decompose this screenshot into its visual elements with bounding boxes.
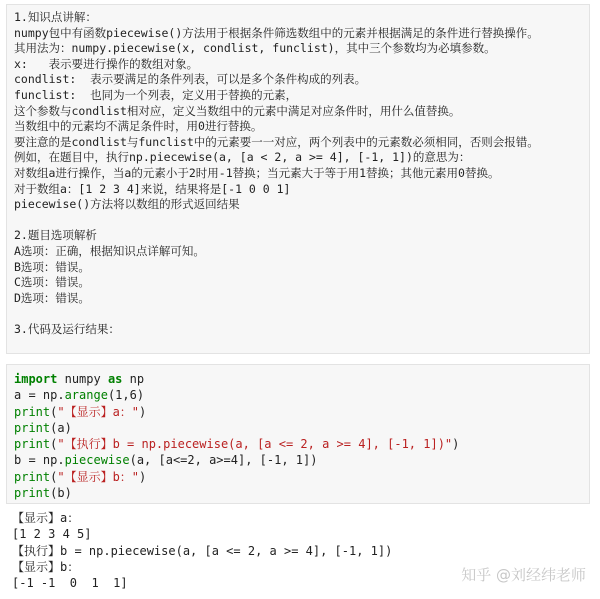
markdown-line: funclist: 也同为一个列表，定义用于替换的元素，: [14, 87, 298, 102]
code-line-2: a = np.arange(1,6): [14, 388, 145, 403]
code-line-8: print(b): [14, 486, 72, 501]
markdown-line: A选项：正确，根据知识点详解可知。: [14, 243, 205, 258]
markdown-line: piecewise()方法将以数组的形式返回结果: [14, 197, 240, 212]
output-line: 【显示】a：: [12, 511, 80, 525]
markdown-line: B选项：错误。: [14, 259, 90, 274]
code-cell[interactable]: [6, 364, 590, 504]
code-line-5: print("【执行】b = np.piecewise(a, [a <= 2, a >= 4], [-1, 1])"): [14, 437, 460, 452]
markdown-line: 这个参数与condlist相对应，定义当数组中的元素中满足对应条件时，用什么值替换。: [14, 103, 461, 118]
markdown-line: 要注意的是condlist与funclist中的元素要一一对应，两个列表中的元素数必须相同，否则会报错。: [14, 134, 539, 149]
output-line: [1 2 3 4 5]: [12, 527, 92, 542]
output-line: 【显示】b：: [12, 559, 80, 574]
code-line-6: b = np.piecewise(a, [a<=2, a>=4], [-1, 1]): [14, 453, 318, 468]
markdown-line: numpy包中有函数piecewise()方法用于根据条件筛选数组中的元素并根据满足的条件进行替换操作。: [14, 25, 539, 40]
code-line-4: print(a): [14, 420, 72, 435]
markdown-line: [14, 213, 582, 229]
markdown-line: 当数组中的元素均不满足条件时，用0进行替换。: [14, 119, 263, 134]
watermark: 知乎 @刘经纬老师: [461, 566, 586, 584]
markdown-line: 1.知识点讲解：: [14, 10, 97, 24]
markdown-line: [14, 306, 582, 322]
markdown-cell[interactable]: [6, 4, 590, 354]
markdown-line: 例如，在题目中，执行np.piecewise(a, [a < 2, a >= 4], [-1, 1])的意思为：: [14, 150, 471, 165]
output-line: 【执行】b = np.piecewise(a, [a <= 2, a >= 4], [-1, 1]): [12, 543, 393, 558]
markdown-line: C选项：错误。: [14, 275, 90, 290]
markdown-line: D选项：错误。: [14, 290, 90, 305]
markdown-line: 其用法为：numpy.piecewise(x, condlist, funclist)，其中三个参数均为必填参数。: [14, 41, 496, 56]
markdown-line: x: 表示要进行操作的数组对象。: [14, 56, 199, 71]
code-line-7: print("【显示】b："): [14, 469, 147, 484]
markdown-line: 对数组a进行操作，当a的元素小于2时用-1替换；当元素大于等于用1替换；其他元素用0替换。: [14, 165, 500, 180]
markdown-line: 3.代码及运行结果：: [14, 321, 120, 336]
markdown-line: 对于数组a：[1 2 3 4]来说，结果将是[-1 0 0 1]: [14, 181, 291, 196]
code-line-3: print("【显示】a："): [14, 404, 147, 419]
markdown-line: condlist: 表示要满足的条件列表，可以是多个条件构成的列表。: [14, 72, 367, 87]
output-line: [-1 -1 0 1 1]: [12, 576, 128, 591]
markdown-line: 2.题目选项解析: [14, 228, 97, 243]
code-line-1: import numpy as np: [14, 372, 145, 386]
